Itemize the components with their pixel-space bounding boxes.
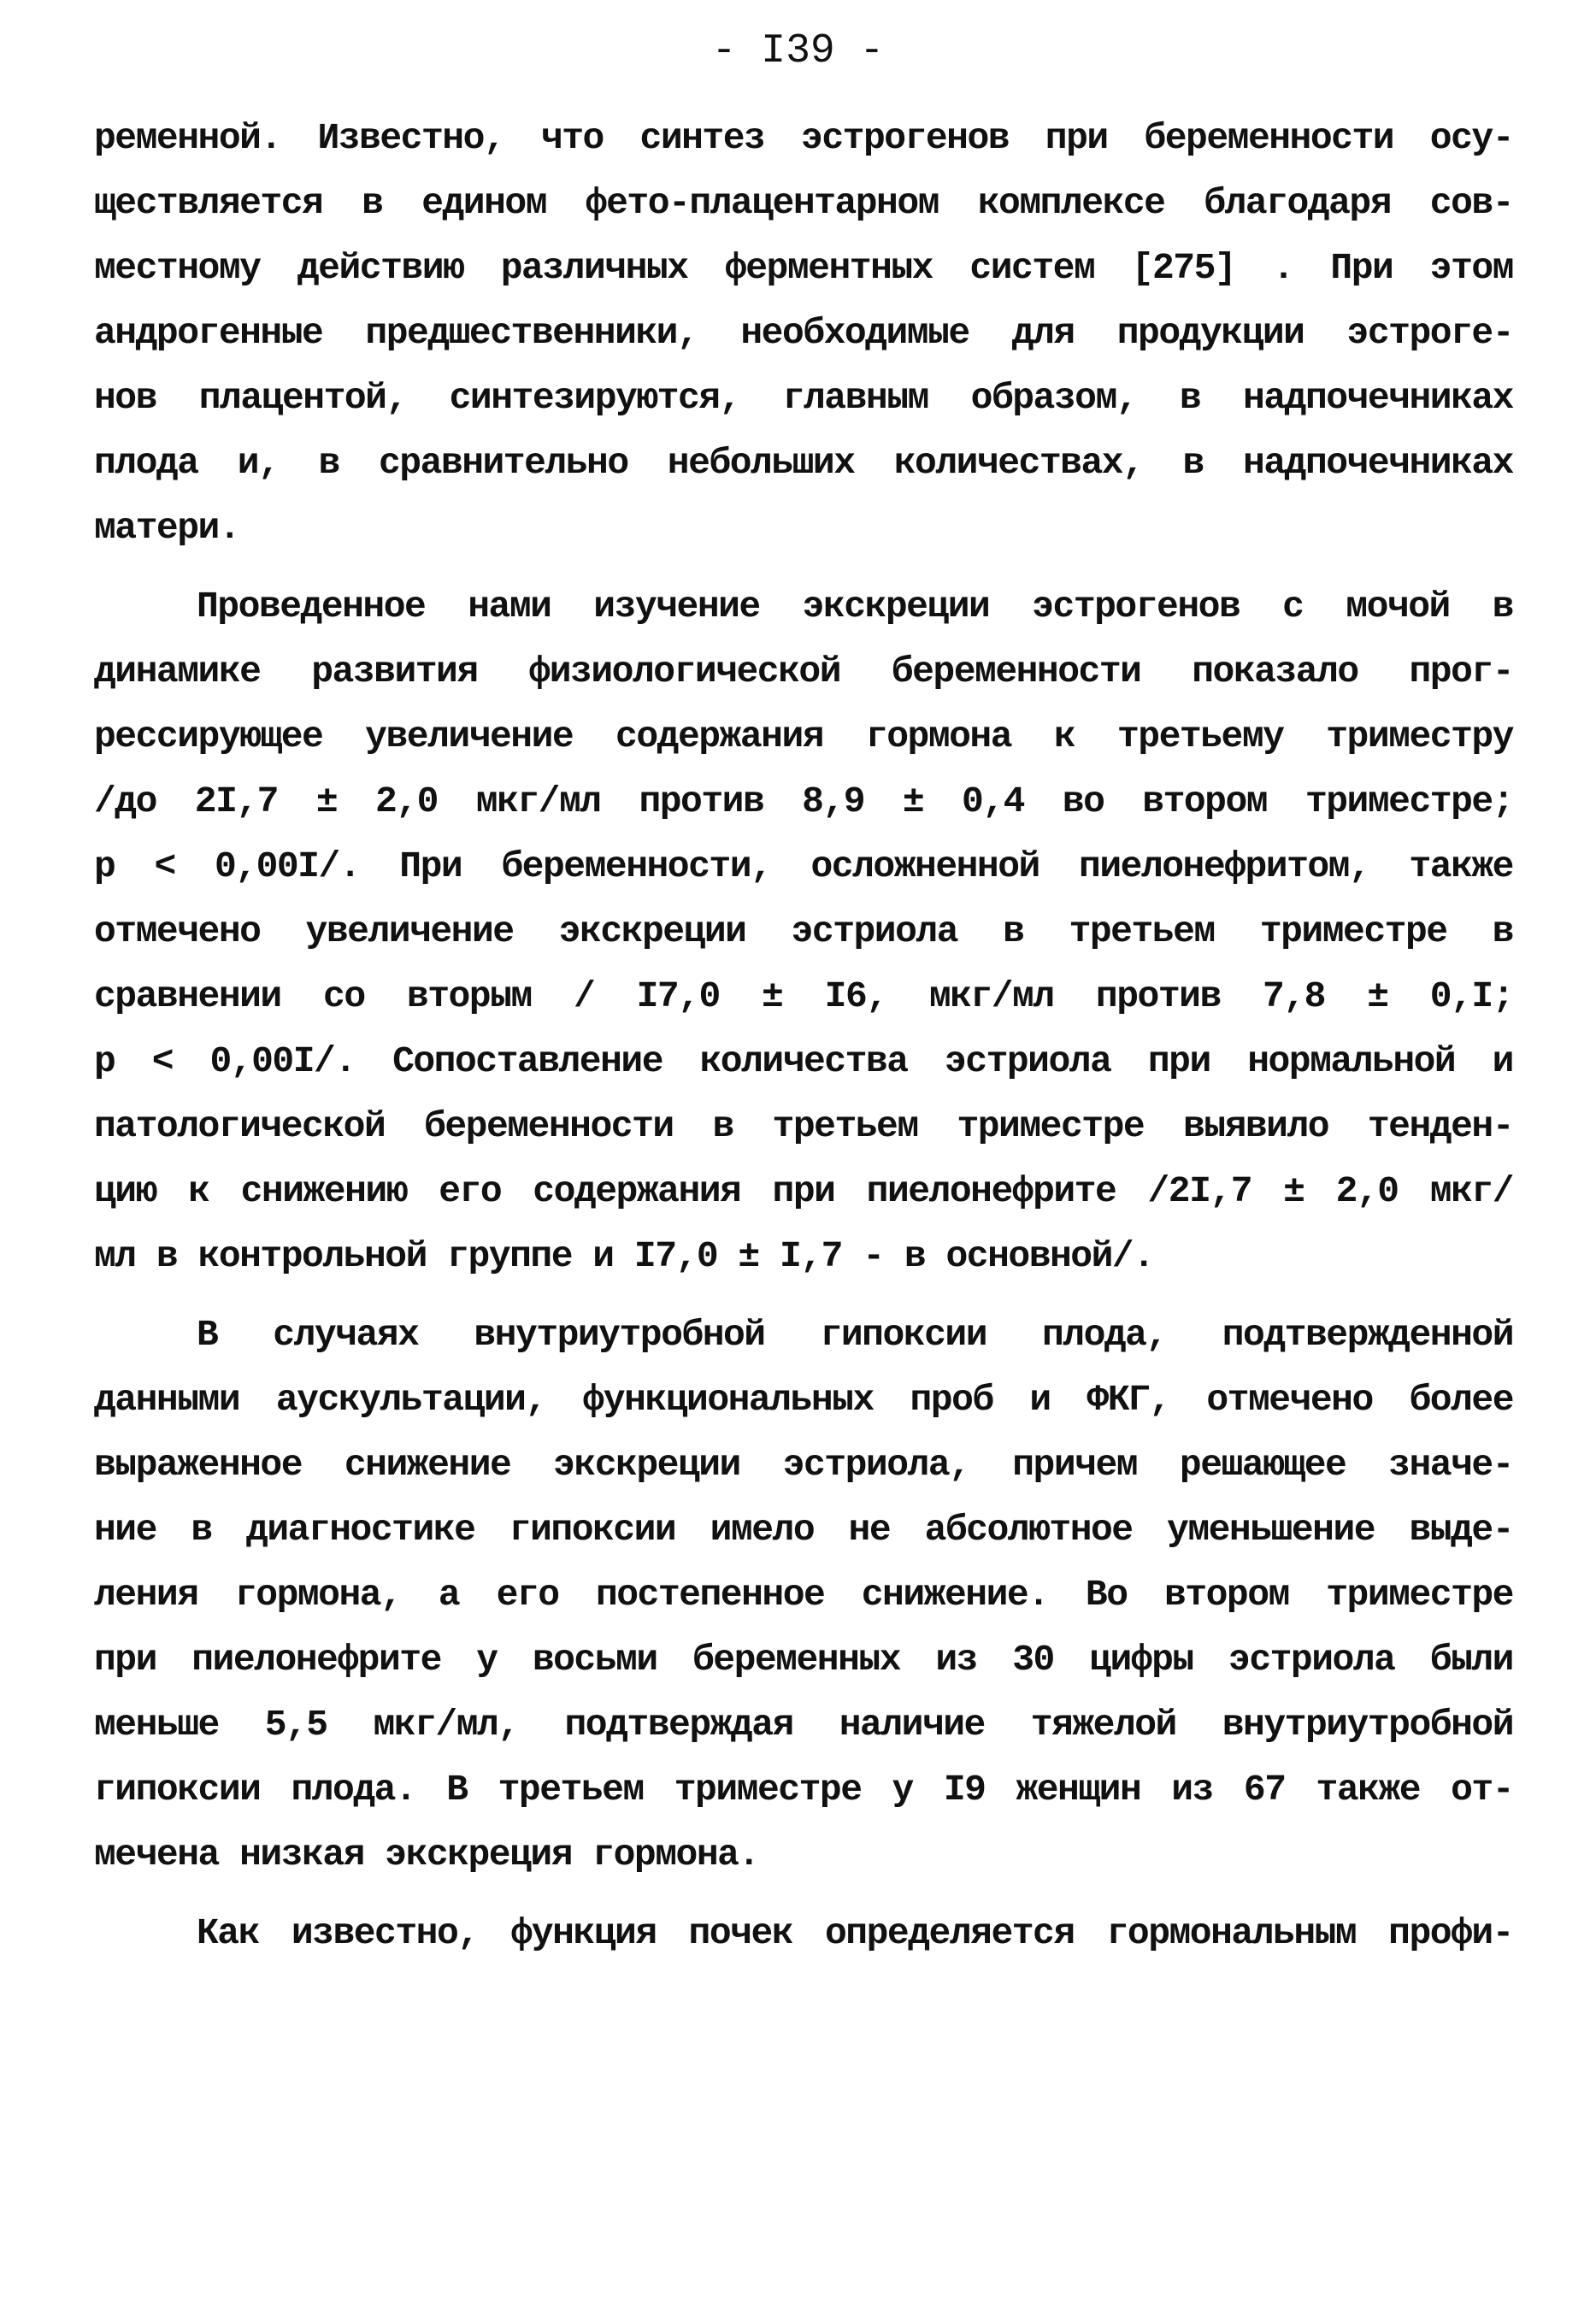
text-line: при пиелонефрите у восьми беременных из 30 цифры эстриола были: [94, 1639, 1513, 1681]
text-line: выраженное снижение экскреции эстриола, причем решающее значе-: [94, 1444, 1513, 1486]
text-line: местному действию различных ферментных систем [275] . При этом: [94, 247, 1513, 289]
text-line: мечена низкая экскреция гормона.: [94, 1834, 759, 1875]
text-line: андрогенные предшественники, необходимые для продукции эстроге-: [94, 312, 1513, 354]
text-line: матери.: [94, 507, 240, 549]
text-line: Как известно, функция почек определяется гормональным профи-: [197, 1912, 1513, 1954]
text-line: отмечено увеличение экскреции эстриола в третьем триместре в: [94, 910, 1513, 952]
text-line: ременной. Известно, что синтез эстрогенов при беременности осу-: [94, 117, 1513, 159]
text-line: сравнении со вторым / I7,0 ± I6, мкг/мл против 7,8 ± 0,I;: [94, 975, 1513, 1017]
text-line: плода и, в сравнительно небольших количествах, в надпочечниках: [94, 442, 1513, 484]
text-line: данными аускультации, функциональных проб и ФКГ, отмечено более: [94, 1379, 1513, 1421]
text-line: p < 0,00I/. При беременности, осложненной пиелонефритом, также: [94, 845, 1513, 887]
text-line: /до 2I,7 ± 2,0 мкг/мл против 8,9 ± 0,4 во втором триместре;: [94, 780, 1513, 822]
text-line: мл в контрольной группе и I7,0 ± I,7 - в основной/.: [94, 1235, 1154, 1277]
text-line: цию к снижению его содержания при пиелонефрите /2I,7 ± 2,0 мкг/: [94, 1170, 1513, 1212]
text-line: гипоксии плода. В третьем триместре у I9 женщин из 67 также от-: [94, 1769, 1513, 1810]
page-number: - I39 -: [711, 28, 885, 74]
text-line: ления гормона, а его постепенное снижение. Во втором триместре: [94, 1574, 1513, 1616]
text-line: динамике развития физиологической беременности показало прог-: [94, 651, 1513, 692]
text-line: меньше 5,5 мкг/мл, подтверждая наличие тяжелой внутриутробной: [94, 1704, 1513, 1746]
text-line: p < 0,00I/. Сопоставление количества эстриола при нормальной и: [94, 1040, 1513, 1082]
text-line: рессирующее увеличение содержания гормона к третьему триместру: [94, 715, 1513, 757]
text-line: ществляется в едином фето-плацентарном комплексе благодаря сов-: [94, 182, 1513, 224]
text-line: В случаях внутриутробной гипоксии плода, подтвержденной: [197, 1314, 1513, 1356]
text-line: Проведенное нами изучение экскреции эстрогенов с мочой в: [197, 586, 1513, 627]
text-line: нов плацентой, синтезируются, главным образом, в надпочечниках: [94, 377, 1513, 419]
text-line: ние в диагностике гипоксии имело не абсолютное уменьшение выде-: [94, 1509, 1513, 1551]
text-line: патологической беременности в третьем триместре выявило тенден-: [94, 1105, 1513, 1147]
